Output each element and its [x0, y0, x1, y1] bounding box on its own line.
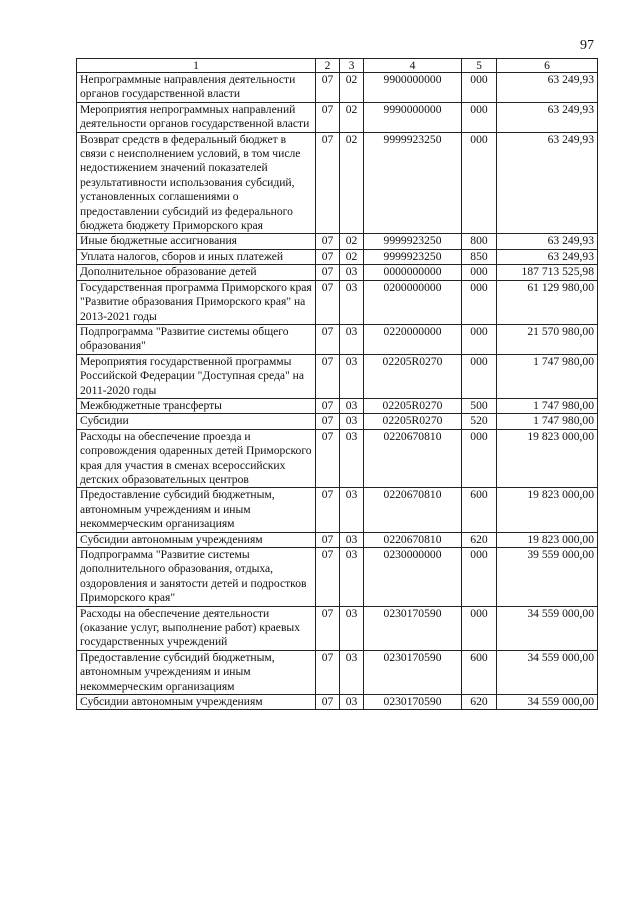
row-target-article: 0220000000	[364, 324, 462, 354]
table-row	[77, 398, 598, 413]
row-target-article: 0230170590	[364, 606, 462, 650]
row-target-article: 0230170590	[364, 650, 462, 694]
row-amount: 39 559 000,00	[497, 548, 598, 607]
row-name: Субсидии	[77, 414, 316, 429]
row-section-code: 07	[316, 324, 340, 354]
row-name: Субсидии автономным учреждениям	[77, 532, 316, 547]
table-row	[77, 324, 598, 354]
table-row	[77, 606, 598, 650]
row-section-code: 07	[316, 265, 340, 280]
row-expense-type: 000	[462, 102, 497, 132]
row-expense-type: 000	[462, 265, 497, 280]
row-target-article: 9999923250	[364, 132, 462, 234]
row-name: Субсидии автономным учреждениям	[77, 695, 316, 710]
row-name: Непрограммные направления деятельности органов государственной власти	[77, 73, 316, 103]
row-target-article: 0220670810	[364, 488, 462, 532]
row-subsection-code: 02	[340, 102, 364, 132]
row-target-article: 9900000000	[364, 73, 462, 103]
table-row	[77, 73, 598, 103]
table-row	[77, 265, 598, 280]
header-col-2: 2	[316, 59, 340, 73]
row-amount: 1 747 980,00	[497, 414, 598, 429]
row-expense-type: 000	[462, 548, 497, 607]
row-name: Возврат средств в федеральный бюджет в связи с неисполнением условий, в том числе недостижением значений показателей результативности использования субсидий, установленных соглашениями о предоставлении субсидий из федерального бюджета бюджету Приморского края	[77, 132, 316, 234]
row-amount: 1 747 980,00	[497, 398, 598, 413]
row-amount: 61 129 980,00	[497, 280, 598, 324]
row-section-code: 07	[316, 354, 340, 398]
row-name: Расходы на обеспечение деятельности (оказание услуг, выполнение работ) краевых государственных учреждений	[77, 606, 316, 650]
row-target-article: 0000000000	[364, 265, 462, 280]
table-row	[77, 354, 598, 398]
row-amount: 19 823 000,00	[497, 429, 598, 488]
row-amount: 63 249,93	[497, 102, 598, 132]
row-expense-type: 000	[462, 132, 497, 234]
row-name: Подпрограмма "Развитие системы дополнительного образования, отдыха, оздоровления и занятости детей и подростков Приморского края"	[77, 548, 316, 607]
row-target-article: 9999923250	[364, 249, 462, 264]
row-subsection-code: 02	[340, 249, 364, 264]
row-amount: 63 249,93	[497, 249, 598, 264]
row-expense-type: 850	[462, 249, 497, 264]
row-subsection-code: 03	[340, 280, 364, 324]
header-col-1: 1	[77, 59, 316, 73]
row-expense-type: 000	[462, 280, 497, 324]
row-name: Мероприятия непрограммных направлений деятельности органов государственной власти	[77, 102, 316, 132]
row-subsection-code: 03	[340, 532, 364, 547]
row-expense-type: 500	[462, 398, 497, 413]
row-amount: 63 249,93	[497, 73, 598, 103]
row-section-code: 07	[316, 234, 340, 249]
row-target-article: 9990000000	[364, 102, 462, 132]
budget-table	[76, 58, 598, 710]
row-section-code: 07	[316, 280, 340, 324]
row-subsection-code: 03	[340, 324, 364, 354]
row-name: Мероприятия государственной программы Российской Федерации "Доступная среда" на 2011-2020 годы	[77, 354, 316, 398]
row-section-code: 07	[316, 398, 340, 413]
row-subsection-code: 03	[340, 488, 364, 532]
row-amount: 1 747 980,00	[497, 354, 598, 398]
row-name: Подпрограмма "Развитие системы общего образования"	[77, 324, 316, 354]
row-section-code: 07	[316, 429, 340, 488]
row-expense-type: 600	[462, 488, 497, 532]
row-amount: 187 713 525,98	[497, 265, 598, 280]
row-target-article: 0230170590	[364, 695, 462, 710]
table-row	[77, 280, 598, 324]
row-target-article: 0230000000	[364, 548, 462, 607]
header-col-4: 4	[364, 59, 462, 73]
row-section-code: 07	[316, 532, 340, 547]
row-expense-type: 000	[462, 73, 497, 103]
row-target-article: 0220670810	[364, 532, 462, 547]
table-row	[77, 548, 598, 607]
row-section-code: 07	[316, 249, 340, 264]
row-amount: 63 249,93	[497, 234, 598, 249]
row-subsection-code: 03	[340, 265, 364, 280]
row-expense-type: 620	[462, 532, 497, 547]
table-row	[77, 695, 598, 710]
row-target-article: 0200000000	[364, 280, 462, 324]
row-name: Иные бюджетные ассигнования	[77, 234, 316, 249]
row-subsection-code: 03	[340, 429, 364, 488]
row-section-code: 07	[316, 695, 340, 710]
row-subsection-code: 02	[340, 234, 364, 249]
row-name: Межбюджетные трансферты	[77, 398, 316, 413]
row-name: Государственная программа Приморского края "Развитие образования Приморского края" на 2013-2021 годы	[77, 280, 316, 324]
header-col-5: 5	[462, 59, 497, 73]
row-name: Предоставление субсидий бюджетным, автономным учреждениям и иным некоммерческим организациям	[77, 488, 316, 532]
row-section-code: 07	[316, 548, 340, 607]
row-name: Уплата налогов, сборов и иных платежей	[77, 249, 316, 264]
table-row	[77, 234, 598, 249]
row-section-code: 07	[316, 606, 340, 650]
row-expense-type: 620	[462, 695, 497, 710]
table-row	[77, 532, 598, 547]
row-amount: 19 823 000,00	[497, 488, 598, 532]
table-row	[77, 132, 598, 234]
row-amount: 34 559 000,00	[497, 695, 598, 710]
row-subsection-code: 03	[340, 354, 364, 398]
header-col-6: 6	[497, 59, 598, 73]
row-name: Предоставление субсидий бюджетным, автономным учреждениям и иным некоммерческим организациям	[77, 650, 316, 694]
table-row	[77, 414, 598, 429]
row-section-code: 07	[316, 132, 340, 234]
table-row	[77, 650, 598, 694]
row-subsection-code: 03	[340, 414, 364, 429]
row-expense-type: 600	[462, 650, 497, 694]
row-expense-type: 520	[462, 414, 497, 429]
row-subsection-code: 02	[340, 73, 364, 103]
row-expense-type: 000	[462, 354, 497, 398]
row-target-article: 9999923250	[364, 234, 462, 249]
row-subsection-code: 03	[340, 606, 364, 650]
row-amount: 34 559 000,00	[497, 606, 598, 650]
header-col-3: 3	[340, 59, 364, 73]
row-section-code: 07	[316, 102, 340, 132]
row-target-article: 02205R0270	[364, 414, 462, 429]
row-amount: 34 559 000,00	[497, 650, 598, 694]
row-amount: 19 823 000,00	[497, 532, 598, 547]
row-amount: 63 249,93	[497, 132, 598, 234]
table-row	[77, 429, 598, 488]
header-row	[77, 59, 598, 73]
row-target-article: 02205R0270	[364, 398, 462, 413]
row-expense-type: 000	[462, 324, 497, 354]
page-number: 97	[580, 38, 594, 53]
row-section-code: 07	[316, 414, 340, 429]
row-subsection-code: 03	[340, 548, 364, 607]
row-expense-type: 000	[462, 429, 497, 488]
row-subsection-code: 03	[340, 650, 364, 694]
row-target-article: 0220670810	[364, 429, 462, 488]
row-name: Дополнительное образование детей	[77, 265, 316, 280]
row-target-article: 02205R0270	[364, 354, 462, 398]
row-amount: 21 570 980,00	[497, 324, 598, 354]
row-subsection-code: 03	[340, 695, 364, 710]
row-subsection-code: 02	[340, 132, 364, 234]
row-expense-type: 000	[462, 606, 497, 650]
row-section-code: 07	[316, 650, 340, 694]
row-section-code: 07	[316, 73, 340, 103]
row-subsection-code: 03	[340, 398, 364, 413]
row-section-code: 07	[316, 488, 340, 532]
table-row	[77, 488, 598, 532]
table-row	[77, 249, 598, 264]
row-expense-type: 800	[462, 234, 497, 249]
row-name: Расходы на обеспечение проезда и сопровождения одаренных детей Приморского края для участия в сменах всероссийских детских образовательных центров	[77, 429, 316, 488]
table-row	[77, 102, 598, 132]
